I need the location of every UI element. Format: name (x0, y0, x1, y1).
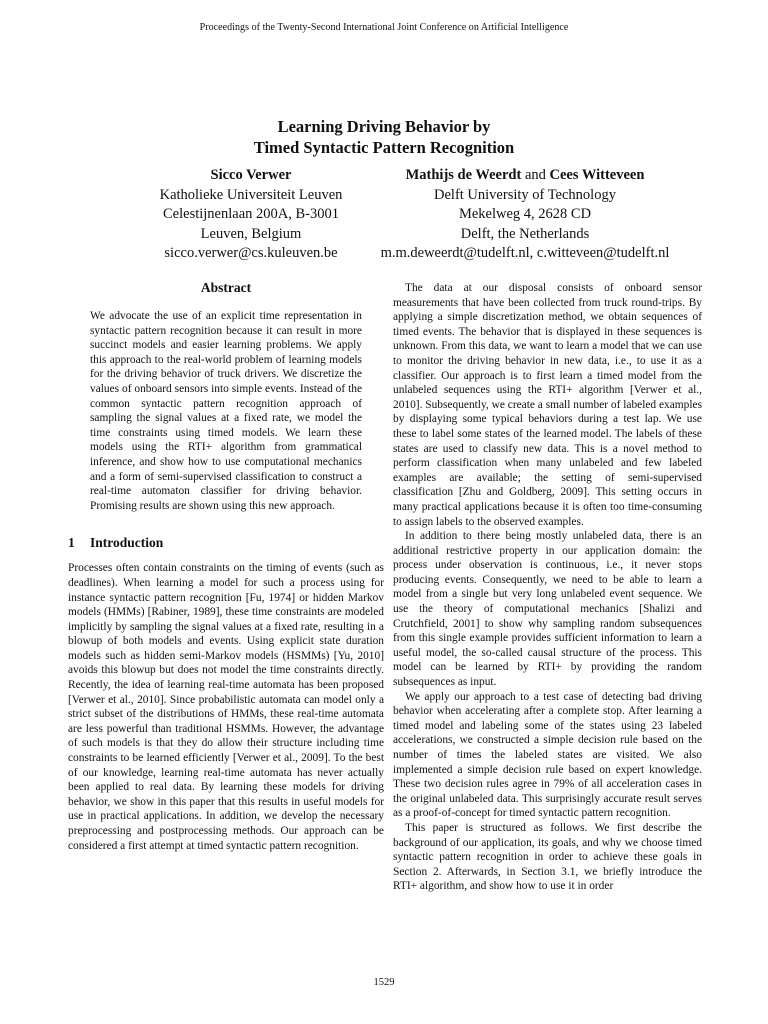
right-paragraph-2: In addition to there being mostly unlabeled data, there is an additional restrictive property in our application domain: the process under observation is continuous, i.e., it never stops producing events. Consequently, we need to be able to learn a model from a single but very long unlabeled event sequence. We use the theory of computational mechanics [Shalizi and Crutchfield, 2001] to show why sampling random subsequences from this single example provides sufficient information to learn a useful model, the so-called causal structure of the process. This model can be learned by RTI+ by providing the random subsequences as input. (393, 530, 702, 689)
section-number: 1 (68, 535, 75, 551)
author-email: m.m.deweerdt@tudelft.nl, c.witteveen@tudelft.nl (380, 245, 670, 261)
section-heading-introduction (68, 535, 384, 551)
author-and: and (524, 167, 546, 183)
author-affiliation: Delft University of Technology (434, 186, 616, 203)
author-city: Delft, the Netherlands (460, 225, 590, 242)
author-left (126, 166, 376, 264)
right-paragraph-4: This paper is structured as follows. We first describe the background of our application, its goals, and why we choose timed syntactic pattern recognition in order to achieve these goals in Section 2. Afterwards, in Section 3.1, we briefly introduce the RTI+ algorithm, and show how to use it in order (393, 821, 702, 893)
author-right (360, 166, 690, 264)
right-paragraph-3: We apply our approach to a test case of detecting bad driving behavior when accelerating after a complete stop. After learning a timed model and labeling some of the states using 23 labeled accelerations, we constructed a simple decision rule based on the number of times the labeled states are visited. We also implemented a simple decision rule based on expert knowledge. These two decision rules agree in 79% of all acceleration cases in the original unlabeled data. This surprisingly accurate result serves as a proof-of-concept for timed syntactic pattern recognition. (393, 690, 702, 820)
author-name-2: Cees Witteveen (549, 167, 645, 183)
page-number: 1529 (373, 977, 395, 988)
author-address: Celestijnenlaan 200A, B-3001 (163, 206, 339, 222)
author-names (360, 166, 690, 186)
paper-title-line1: Learning Driving Behavior by (277, 117, 491, 136)
abstract-heading: Abstract (200, 280, 252, 295)
left-column (68, 280, 384, 853)
paper-title (0, 116, 768, 158)
section-title: Introduction (90, 535, 164, 551)
abstract-text: We advocate the use of an explicit time representation in syntactic pattern recognition because it can result in more succinct models and easier learning problems. We apply this approach to the real-world problem of learning models for the driving behavior of truck drivers. We discretize the values of onboard sensors into simple events. Instead of the common syntactic pattern recognition approach of sampling the signal values at a fixed rate, we model the time constraints using timed models. We learn these models using the RTI+ algorithm from grammatical inference, and show how to use computational mechanics and a form of semi-supervised classification to construct a real-time automaton classifier for driving behavior. Promising results are shown using this new approach. (90, 310, 362, 512)
author-address: Mekelweg 4, 2628 CD (458, 206, 592, 222)
intro-paragraph-1: Processes often contain constraints on the timing of events (such as deadlines). When learning a model for such a process using for instance syntactic pattern recognition [Fu, 1974] or hidden Markov models (HMMs) [Rabiner, 1989], these time constraints are modeled implicitly by sampling the signal values at a fixed rate, resulting in a blowup of both models and events. Using explicit state duration models such as hidden semi-Markov models (HSMMs) [Yu, 2010] avoids this blowup but does not model the time constraints directly. Recently, the idea of learning real-time automata has been proposed [Verwer et al., 2010]. Since probabilistic automata can model only a strict subset of the distributions of HMMs, these real-time automata are less powerful than traditional HSMMs. However, the advantage of such models is that they do allow their structure including time constraints to be learned efficiently [Verwer et al., 2009]. To the best of our knowledge, learning real-time automata has never actually been applied to real data. By learning these models for driving behavior, we show in this paper that this results in useful models for use in practical applications. In addition, we develop the necessary preprocessing and postprocessing methods. Our approach can be considered a first attempt at timed syntactic pattern recognition. (68, 562, 384, 852)
proceedings-header: Proceedings of the Twenty-Second International Joint Conference on Artificial Intelligence (199, 22, 569, 33)
right-column (393, 281, 702, 894)
author-name-1: Mathijs de Weerdt (405, 167, 522, 183)
right-paragraph-1: The data at our disposal consists of onboard sensor measurements that have been collected from truck round-trips. By applying a simple discretization method, we obtain sequences of timed events. The behavior that is displayed in these sequences is unknown. From this data, we want to learn a model that we can use to monitor the driving behavior in new data, i.e., to use it as a classifier. Our approach is to first learn a timed model from the unlabeled sequences using the RTI+ algorithm [Verwer et al., 2010]. Subsequently, we create a small number of labeled examples by displaying some typical behaviors during a test lap. We use these to label some states of the learned model. The labels of these states are used to classify new data. This is a novel method to perform classification when many unlabeled and few labeled examples are available; the setting of semi-supervised classification [Zhu and Goldberg, 2009]. This setting occurs in many practical applications because it is often too time-consuming to assign labels to the observed examples. (393, 282, 702, 528)
author-affiliation: Katholieke Universiteit Leuven (159, 186, 343, 203)
author-email: sicco.verwer@cs.kuleuven.be (164, 245, 338, 261)
author-name: Sicco Verwer (210, 167, 292, 183)
paper-title-line2: Timed Syntactic Pattern Recognition (253, 138, 515, 157)
author-city: Leuven, Belgium (200, 225, 302, 242)
